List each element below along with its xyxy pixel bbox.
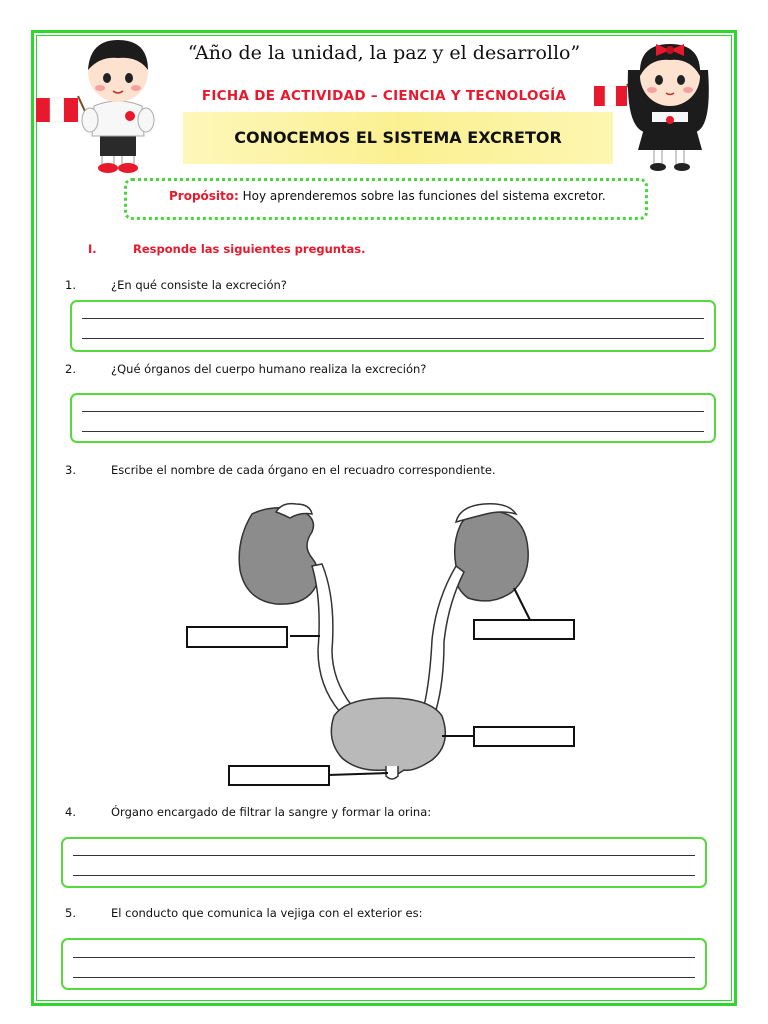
left-ureter (312, 564, 352, 712)
bladder (331, 698, 445, 774)
label-box-right-kidney[interactable] (473, 619, 575, 640)
section-label: Responde las siguientes preguntas. (133, 242, 366, 256)
left-kidney (239, 508, 318, 604)
purpose-text: Hoy aprenderemos sobre las funciones del sistema excretor. (238, 189, 606, 203)
year-motto: “Año de la unidad, la paz y el desarrollo” (187, 42, 581, 64)
answer-box-4[interactable] (61, 837, 707, 888)
question-text: Órgano encargado de filtrar la sangre y formar la orina: (111, 805, 432, 819)
worksheet-title: CONOCEMOS EL SISTEMA EXCRETOR (234, 128, 562, 147)
answer-line (73, 855, 695, 856)
question-text: El conducto que comunica la vejiga con el exterior es: (111, 906, 423, 920)
worksheet-subtitle: FICHA DE ACTIVIDAD – CIENCIA Y TECNOLOGÍA (201, 88, 567, 104)
question-number: 2. (65, 362, 76, 376)
question-number: 3. (65, 463, 76, 477)
question-text: ¿En qué consiste la excreción? (111, 278, 287, 292)
label-box-left-kidney[interactable] (186, 626, 288, 648)
label-box-bladder[interactable] (473, 726, 575, 747)
question-number: 5. (65, 906, 76, 920)
purpose-label: Propósito: (169, 189, 239, 203)
label-box-urethra[interactable] (228, 765, 330, 786)
right-kidney (455, 511, 529, 601)
question-text: ¿Qué órganos del cuerpo humano realiza la excreción? (111, 362, 427, 376)
answer-line (73, 875, 695, 876)
answer-line (73, 957, 695, 958)
question-number: 1. (65, 278, 76, 292)
answer-line (73, 977, 695, 978)
pointer-line (328, 773, 388, 775)
question-number: 4. (65, 805, 76, 819)
question-text: Escribe el nombre de cada órgano en el recuadro correspondiente. (111, 463, 496, 477)
pointer-line (514, 588, 530, 620)
section-number: I. (88, 242, 97, 256)
answer-box-5[interactable] (61, 938, 707, 990)
